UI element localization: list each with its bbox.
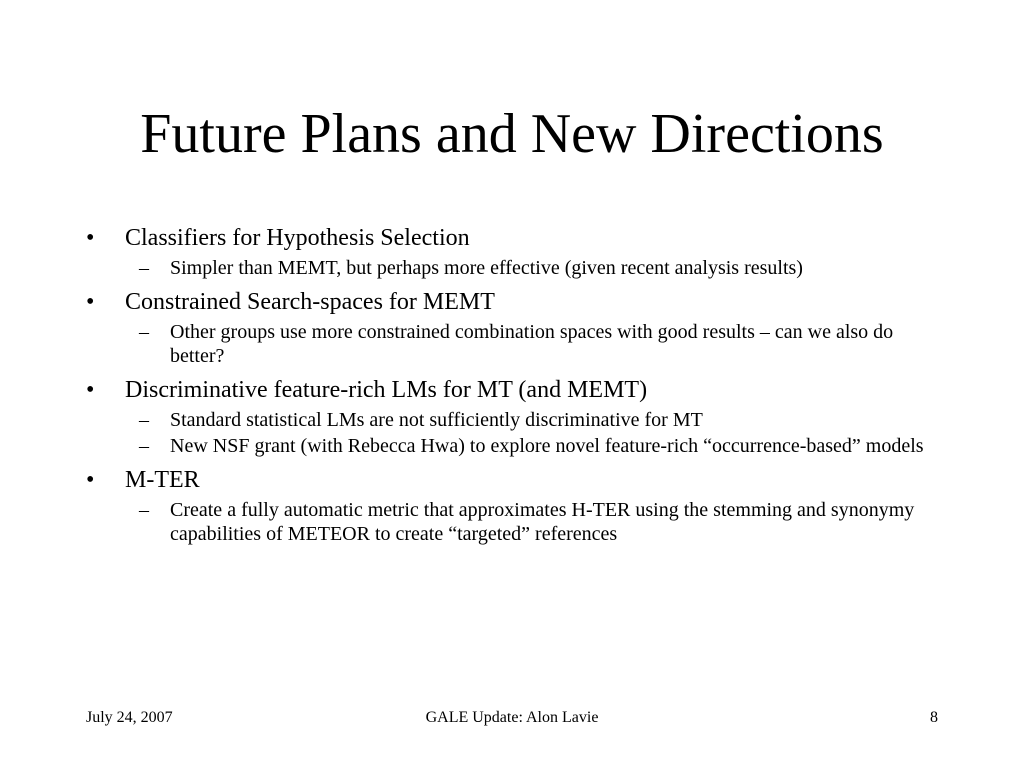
footer-presenter: GALE Update: Alon Lavie	[425, 709, 599, 726]
sub-marker: –	[139, 321, 149, 343]
sub-list	[125, 498, 946, 546]
sub-item-text: Standard statistical LMs are not sufficiently discriminative for MT	[170, 409, 703, 431]
bullet-text: M-TER	[125, 467, 200, 493]
bullet-marker: •	[86, 289, 95, 315]
bullet-item	[86, 464, 946, 546]
bullet-text: Discriminative feature-rich LMs for MT (and MEMT)	[125, 377, 648, 403]
sub-marker: –	[139, 435, 149, 457]
sub-item	[125, 408, 946, 432]
footer-date: July 24, 2007	[86, 709, 173, 726]
sub-item	[125, 256, 946, 280]
sub-marker: –	[139, 257, 149, 279]
sub-item-text: Create a fully automatic metric that approximates H-TER using the stemming and synonymy capabilities of METEOR to create “targeted” references	[170, 499, 915, 545]
sub-marker: –	[139, 499, 149, 521]
slide-title: Future Plans and New Directions	[140, 103, 884, 165]
sub-list	[125, 320, 946, 368]
bullet-item	[86, 374, 946, 458]
bullet-marker: •	[86, 377, 95, 403]
sub-list	[125, 408, 946, 458]
bullet-text: Classifiers for Hypothesis Selection	[125, 225, 470, 251]
bullet-marker: •	[86, 225, 95, 251]
bullet-item	[86, 286, 946, 368]
sub-item-text: Other groups use more constrained combination spaces with good results – can we also do better?	[170, 321, 894, 367]
bullet-text: Constrained Search-spaces for MEMT	[125, 289, 495, 315]
sub-list	[125, 256, 946, 280]
bullet-marker: •	[86, 467, 95, 493]
bullet-list	[86, 222, 946, 548]
sub-item	[125, 434, 946, 458]
sub-item-text: Simpler than MEMT, but perhaps more effective (given recent analysis results)	[170, 257, 803, 279]
sub-item	[125, 320, 946, 368]
sub-marker: –	[139, 409, 149, 431]
sub-item	[125, 498, 946, 546]
bullet-item	[86, 222, 946, 280]
page-number: 8	[930, 709, 938, 726]
sub-item-text: New NSF grant (with Rebecca Hwa) to explore novel feature-rich “occurrence-based” models	[170, 435, 924, 457]
